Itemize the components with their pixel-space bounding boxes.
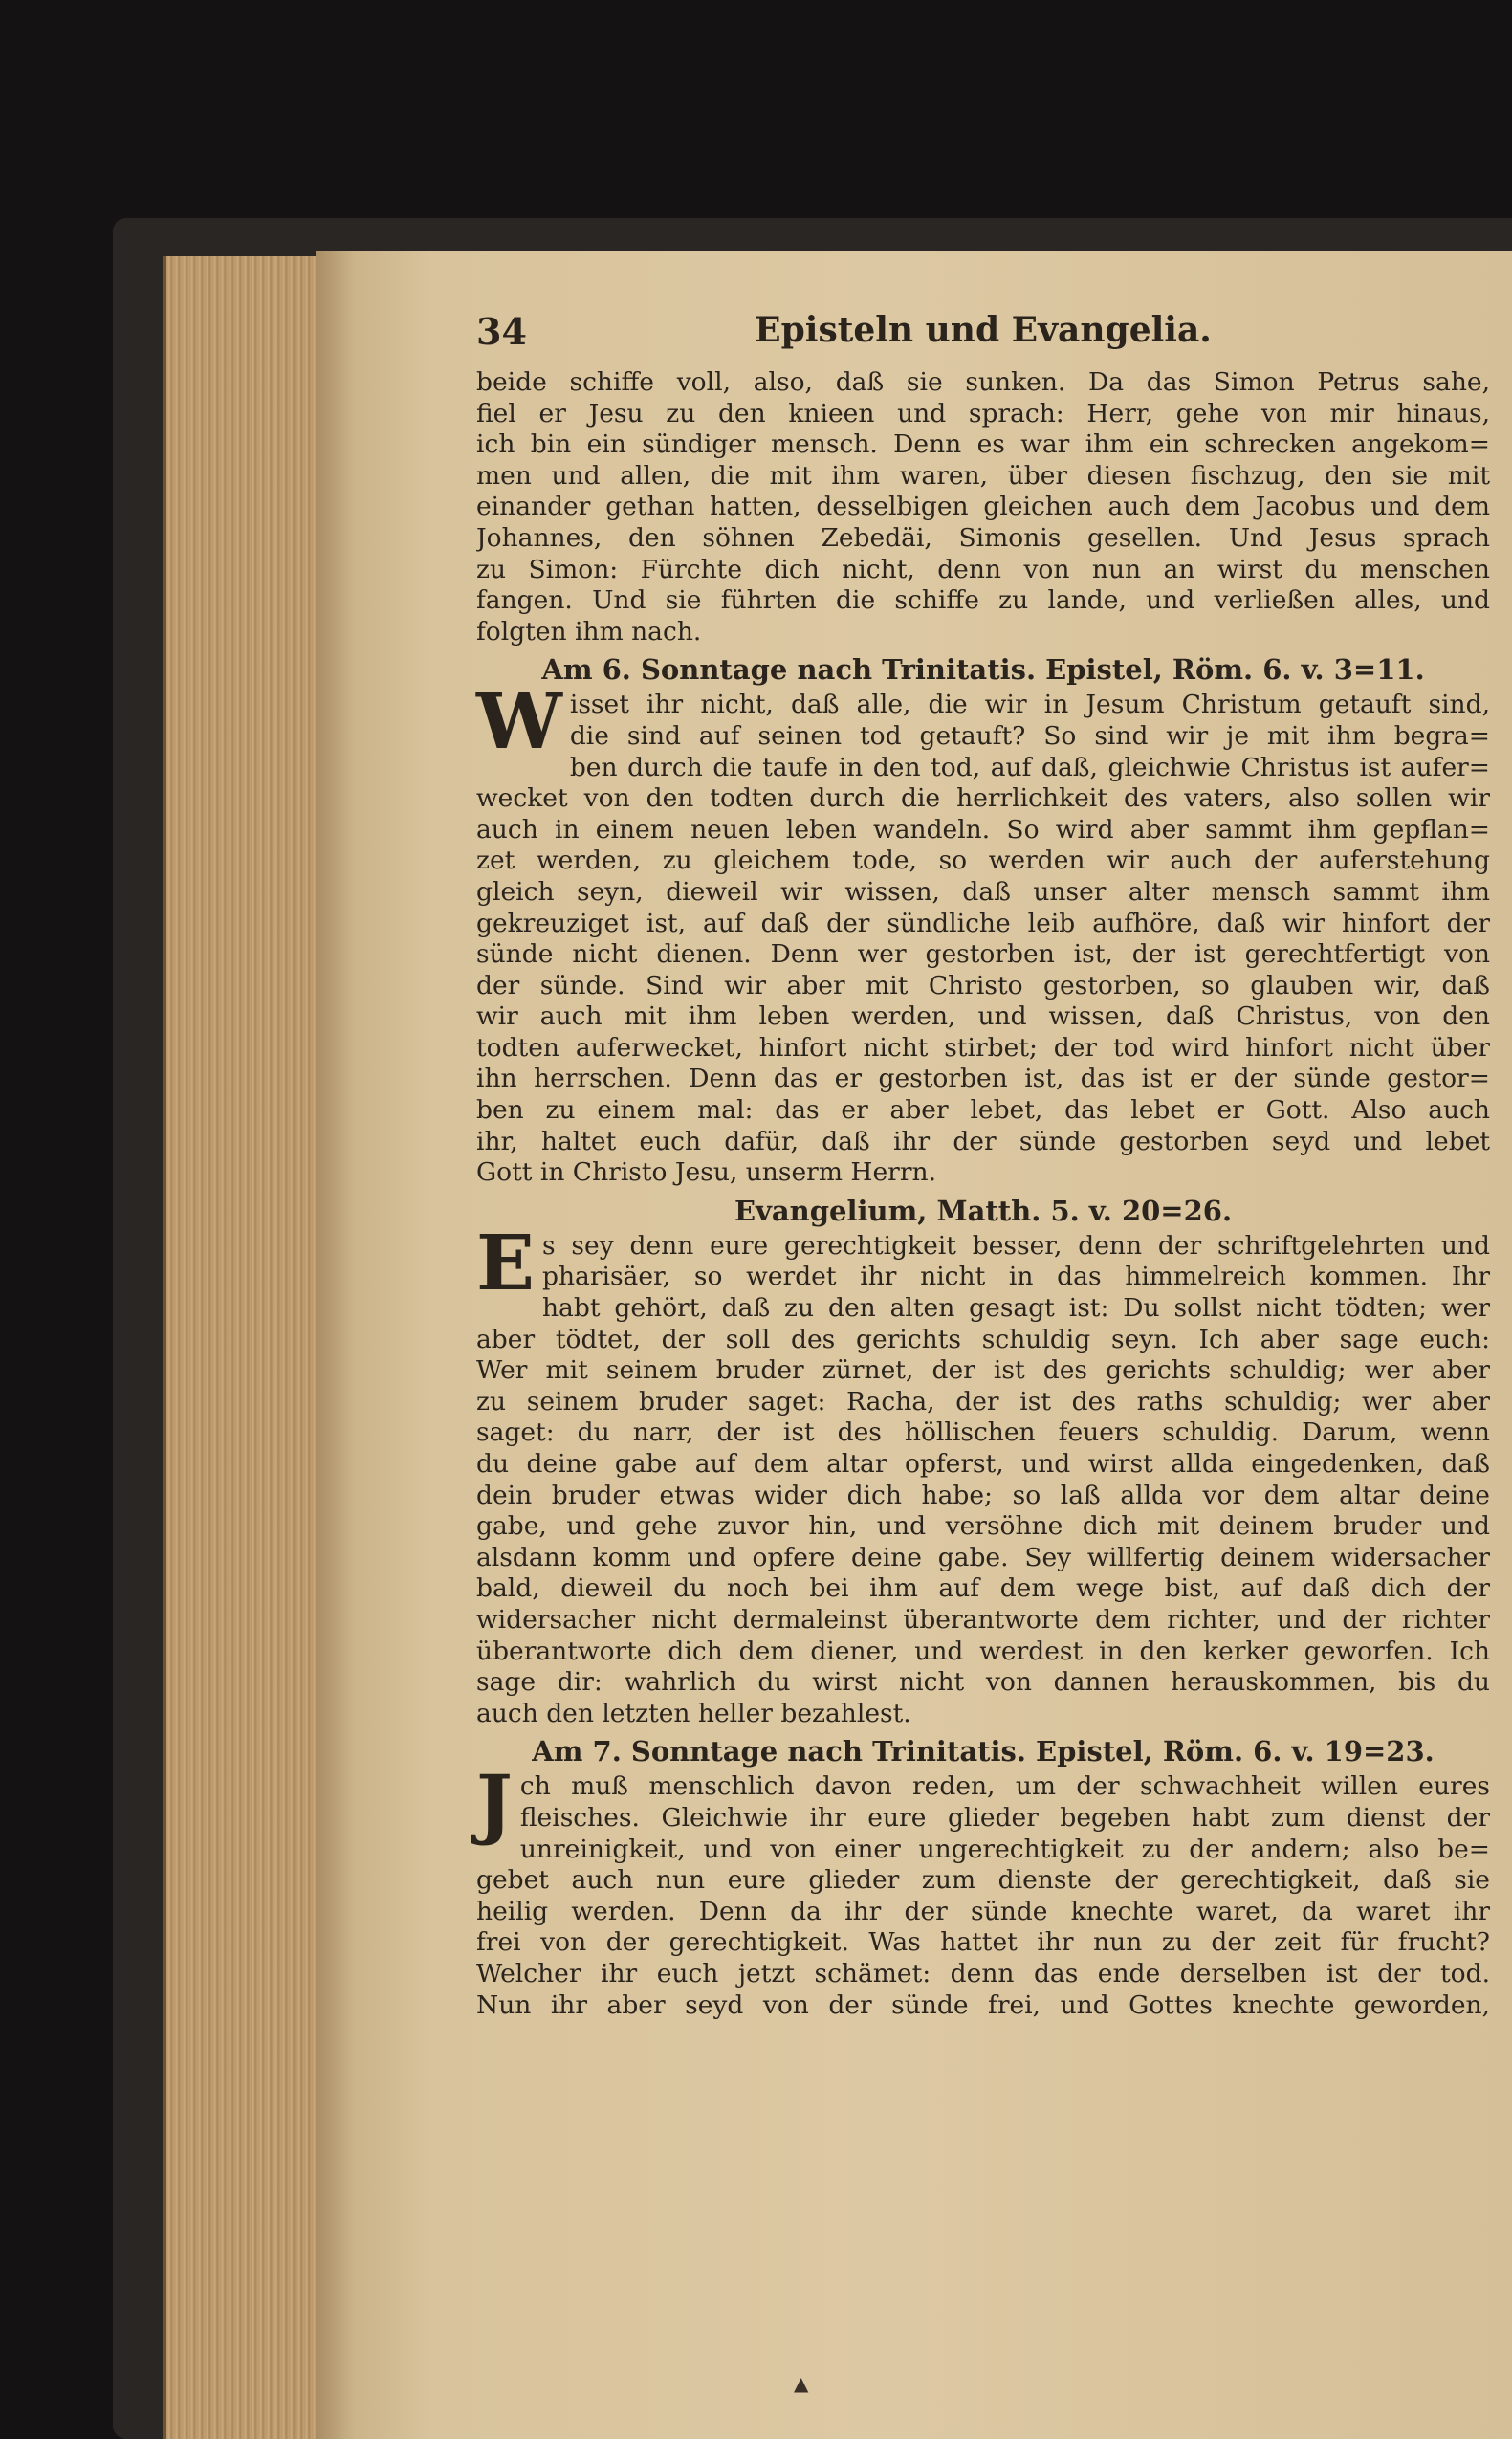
text-line: sünde nicht dienen. Denn wer gestorben ist, der ist gerechtfertigt von	[476, 939, 1490, 970]
book-page	[316, 251, 1512, 2439]
text-line: gekreuziget ist, auf daß der sündliche leib aufhöre, daß wir hinfort der	[476, 908, 1490, 938]
text-line: ihr, haltet euch dafür, daß ihr der sünde gestorben seyd und lebet	[476, 1126, 1490, 1156]
text-line: auch den letzten heller bezahlest.	[476, 1698, 911, 1728]
text-line: beide schiffe voll, also, daß sie sunken. Da das Simon Petrus sahe,	[476, 367, 1490, 397]
text-line: dein bruder etwas wider dich habe; so laß allda vor dem altar deine	[476, 1480, 1490, 1510]
text-line: bald, dieweil du noch bei ihm auf dem wege bist, auf daß dich der	[476, 1573, 1490, 1604]
page-number: 34	[476, 310, 527, 353]
text-line: gabe, und gehe zuvor hin, und versöhne dich mit deinem bruder und	[476, 1511, 1490, 1542]
text-line: du deine gabe auf dem altar opferst, und wirst allda eingedenken, daß	[476, 1449, 1490, 1479]
text-line: ich bin ein sündiger mensch. Denn es war ihm ein schrecken angekom=	[476, 429, 1490, 460]
text-line: auch in einem neuen leben wandeln. So wird aber sammt ihm gepflan=	[476, 814, 1490, 845]
printer-mark: ▲	[794, 2372, 809, 2395]
text-line: Johannes, den söhnen Zebedäi, Simonis gesellen. Und Jesus sprach	[476, 522, 1490, 553]
text-line: wecket von den todten durch die herrlichkeit des vaters, also sollen wir	[476, 783, 1490, 814]
text-line: saget: du narr, der ist des höllischen feuers schuldig. Darum, wenn	[476, 1417, 1490, 1448]
text-line: Wer mit seinem bruder zürnet, der ist des gerichts schuldig; wer aber	[476, 1355, 1490, 1386]
text-line: gleich seyn, dieweil wir wissen, daß unser alter mensch sammt ihm	[476, 876, 1490, 907]
text-line: die sind auf seinen tod getauft? So sind wir je mit ihm begra=	[569, 720, 1490, 751]
text-line: fangen. Und sie führten die schiffe zu lande, und verließen alles, und	[476, 585, 1490, 616]
epistle-romans-6-19-23	[476, 1758, 1490, 2021]
continuation-paragraph	[476, 367, 1490, 648]
text-line: ch muß menschlich davon reden, um der schwachheit willen eures	[519, 1771, 1490, 1802]
text-line: fiel er Jesu zu den knieen und sprach: Herr, gehe von mir hinaus,	[476, 398, 1490, 428]
text-line: men und allen, die mit ihm waren, über diesen fischzug, den sie mit	[476, 460, 1490, 491]
text-line: gebet auch nun eure glieder zum dienste der gerechtigkeit, daß sie	[476, 1865, 1490, 1896]
text-line: alsdann komm und opfere deine gabe. Sey willfertig deinem widersacher	[476, 1542, 1490, 1572]
text-line: habt gehört, daß zu den alten gesagt ist: Du sollst nicht tödten; wer	[541, 1293, 1490, 1324]
gospel-matthew-5-20-26	[476, 1217, 1490, 1730]
drop-initial: J	[476, 1758, 513, 1849]
text-line: widersacher nicht dermaleinst überantworte dem richter, und der richter	[476, 1604, 1490, 1635]
text-line: ihn herrschen. Denn das er gestorben ist, das ist er der sünde gestor=	[476, 1064, 1490, 1094]
text-line: Welcher ihr euch jetzt schämet: denn das ende derselben ist der tod.	[476, 1958, 1490, 1989]
text-line: aber tödtet, der soll des gerichts schuldig seyn. Ich aber sage euch:	[476, 1324, 1490, 1354]
text-line: todten auferwecket, hinfort nicht stirbet; der tod wird hinfort nicht über	[476, 1032, 1490, 1063]
text-line: der sünde. Sind wir aber mit Christo gestorben, so glauben wir, daß	[476, 970, 1490, 1000]
epistle-romans-6-3-11	[476, 676, 1490, 1189]
running-title: Episteln und Evangelia.	[755, 310, 1212, 350]
drop-initial: W	[476, 676, 562, 767]
page-header	[476, 300, 1490, 367]
text-line: frei von der gerechtigkeit. Was hattet ihr nun zu der zeit für frucht?	[476, 1927, 1490, 1958]
text-line: folgten ihm nach.	[476, 616, 702, 647]
text-line: s sey denn eure gerechtigkeit besser, denn der schriftgelehrten und	[541, 1230, 1490, 1261]
text-line: ben durch die taufe in den tod, auf daß, gleichwie Christus ist aufer=	[569, 752, 1490, 782]
text-line: fleisches. Gleichwie ihr eure glieder begeben habt zum dienst der	[519, 1802, 1490, 1833]
text-line: einander gethan hatten, desselbigen gleichen auch dem Jacobus und dem	[476, 492, 1490, 522]
drop-initial: E	[476, 1217, 535, 1307]
text-line: zet werden, zu gleichem tode, so werden wir auch der auferstehung	[476, 846, 1490, 876]
text-line: isset ihr nicht, daß alle, die wir in Jesum Christum getauft sind,	[569, 690, 1490, 720]
text-line: ben zu einem mal: das er aber lebet, das lebet er Gott. Also auch	[476, 1095, 1490, 1126]
section-heading-sixth-sunday: Am 6. Sonntage nach Trinitatis. Epistel, Röm. 6. v. 3=11.	[541, 653, 1425, 687]
text-line: heilig werden. Denn da ihr der sünde knechte waret, da waret ihr	[476, 1896, 1490, 1926]
text-line: überantworte dich dem diener, und werdest in den kerker geworfen. Ich	[476, 1636, 1490, 1666]
page-content	[476, 300, 1490, 2021]
text-line: zu Simon: Fürchte dich nicht, denn von nun an wirst du menschen	[476, 554, 1490, 584]
text-line: pharisäer, so werdet ihr nicht in das himmelreich kommen. Ihr	[541, 1262, 1490, 1292]
text-line: unreinigkeit, und von einer ungerechtigkeit zu der andern; also be=	[519, 1834, 1490, 1864]
text-line: Gott in Christo Jesu, unserm Herrn.	[476, 1157, 936, 1188]
text-line: wir auch mit ihm leben werden, und wissen, daß Christus, von den	[476, 1001, 1490, 1032]
text-line: Nun ihr aber seyd von der sünde frei, und Gottes knechte geworden,	[476, 1989, 1490, 2020]
section-heading-seventh-sunday: Am 7. Sonntage nach Trinitatis. Epistel, Röm. 6. v. 19=23.	[532, 1735, 1435, 1769]
text-line: sage dir: wahrlich du wirst nicht von dannen herauskommen, bis du	[476, 1667, 1490, 1698]
text-line: zu seinem bruder saget: Racha, der ist des raths schuldig; wer aber	[476, 1386, 1490, 1417]
section-heading-gospel-matthew: Evangelium, Matth. 5. v. 20=26.	[734, 1194, 1233, 1227]
